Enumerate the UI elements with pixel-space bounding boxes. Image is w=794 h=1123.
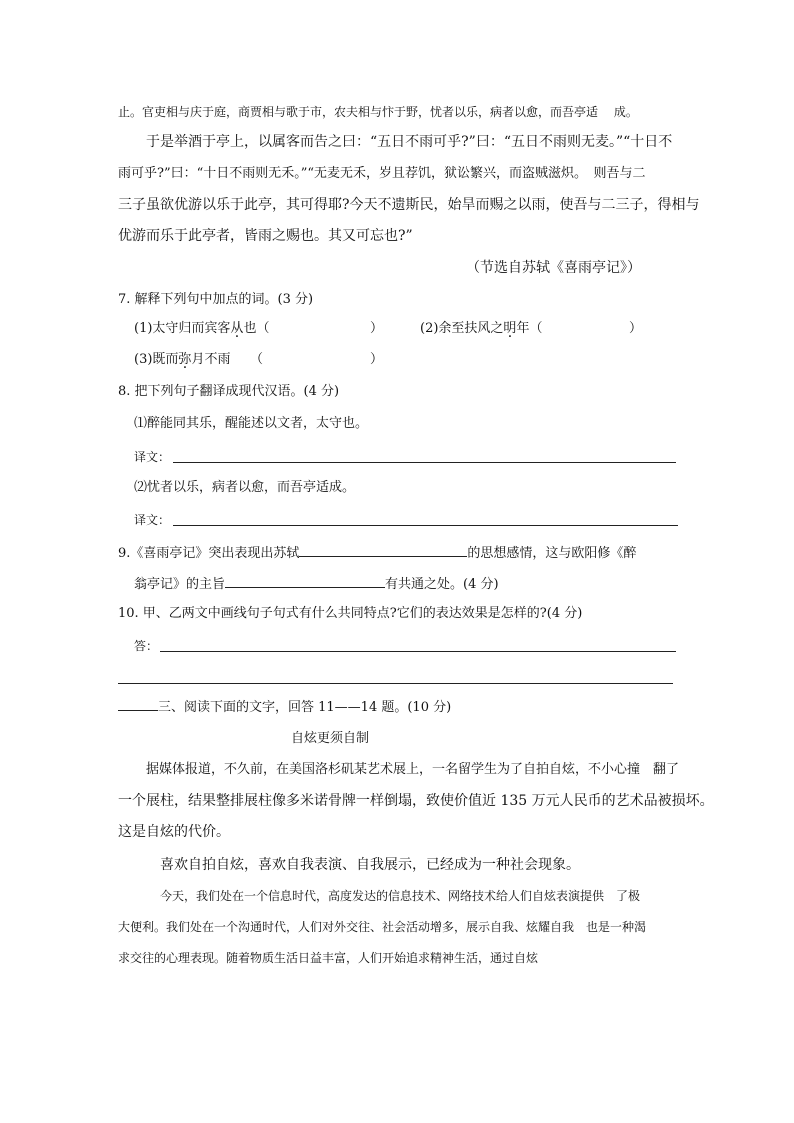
article-title: 自炫更须自制 bbox=[291, 731, 370, 746]
answer-line[interactable] bbox=[173, 525, 678, 526]
article-p1-line-2: 一个展柱，结果整排展柱像多米诺骨牌一样倒塌，致使价值近 135 万元人民币的艺术品被损坏。 bbox=[118, 793, 714, 809]
question-7-item-3-close: ） bbox=[370, 352, 384, 367]
question-8-sentence-2: ⑵忧者以乐，病者以愈，而吾亭适成。 bbox=[134, 480, 356, 495]
question-8-stem: 8. 把下列句子翻译成现代汉语。(4 分) bbox=[118, 384, 340, 399]
article-p1-line-3: 这是自炫的代价。 bbox=[118, 824, 230, 840]
dotted-word: 明 bbox=[503, 321, 517, 336]
section-3-heading: 三、阅读下面的文字，回答 11——14 题。(10 分) bbox=[118, 696, 451, 717]
passage-line-5: 优游而乐于此亭者，皆雨之赐也。其又可忘也?” bbox=[118, 228, 413, 244]
question-7-item-1-close: ） bbox=[370, 321, 384, 336]
article-p1-line-1: 据媒体报道，不久前，在美国洛杉矶某艺术展上，一名留学生为了自拍自炫，不小心撞 翻了 bbox=[146, 762, 680, 777]
fill-blank[interactable] bbox=[299, 542, 467, 557]
passage-line-1: 止。官吏相与庆于庭，商贾相与歌于市，农夫相与忭于野，忧者以乐，病者以愈，而吾亭适 成。 bbox=[118, 105, 638, 119]
passage-line-2: 于是举酒于亭上，以属客而告之曰：“五日不雨可乎?”曰：“五日不雨则无麦。”“十日不 bbox=[146, 134, 673, 150]
question-9-line-2: 翁亭记》的主旨 有共通之处。(4 分) bbox=[134, 573, 499, 594]
passage-source: （节选自苏轼《喜雨亭记》） bbox=[466, 260, 641, 276]
fill-blank[interactable] bbox=[225, 573, 385, 588]
question-7-stem: 7. 解释下列句中加点的词。(3 分) bbox=[118, 292, 314, 307]
question-7-item-1: (1)太守归而宾客从也（ bbox=[134, 321, 270, 336]
article-p3-line-3: 求交往的心理表现。随着物质生活日益丰富，人们开始追求精神生活，通过自炫 bbox=[118, 951, 539, 965]
question-10-stem: 10. 甲、乙两文中画线句子句式有什么共同特点?它们的表达效果是怎样的?(4 分) bbox=[118, 606, 583, 621]
question-7-item-3: (3)既而弥月不雨 （ bbox=[134, 352, 263, 367]
dotted-word: 弥 bbox=[178, 352, 192, 367]
passage-line-3: 雨可乎?”曰：“十日不雨则无禾。”“无麦无禾，岁且荐饥，狱讼繁兴，而盗贼滋炽。 则吾与二 bbox=[118, 166, 646, 181]
article-p3-line-1: 今天，我们处在一个信息时代，高度发达的信息技术、网络技术给人们自炫表演提供 了极 bbox=[160, 889, 641, 903]
answer-line[interactable] bbox=[173, 462, 676, 463]
section-number-blank bbox=[118, 696, 158, 711]
question-7-item-2-close: ） bbox=[629, 321, 643, 336]
dotted-word: 从 bbox=[230, 321, 244, 336]
question-10-label: 答： bbox=[134, 639, 159, 653]
article-p3-line-2: 大便利。我们处在一个沟通时代，人们对外交往、社会活动增多，展示自我、炫耀自我 也是一种渴 bbox=[118, 920, 647, 934]
question-7-item-2: (2)余至扶风之明年（ bbox=[420, 321, 543, 336]
question-8-sentence-1: ⑴醉能同其乐，醒能述以文者，太守也。 bbox=[134, 416, 369, 431]
question-8-label-1: 译文： bbox=[134, 450, 171, 464]
answer-line[interactable] bbox=[160, 651, 676, 652]
article-p2: 喜欢自拍自炫，喜欢自我表演、自我展示，已经成为一种社会现象。 bbox=[160, 857, 580, 873]
passage-line-4: 三子虽欲优游以乐于此亭，其可得耶?今天不遗斯民，始旱而赐之以雨，使吾与二三子，得相与 bbox=[118, 197, 700, 213]
question-9-line-1: 9.《喜雨亭记》突出表现出苏轼 的思想感情，这与欧阳修《醉 bbox=[118, 542, 636, 563]
answer-line[interactable] bbox=[118, 683, 673, 684]
question-8-label-2: 译文： bbox=[134, 513, 171, 527]
